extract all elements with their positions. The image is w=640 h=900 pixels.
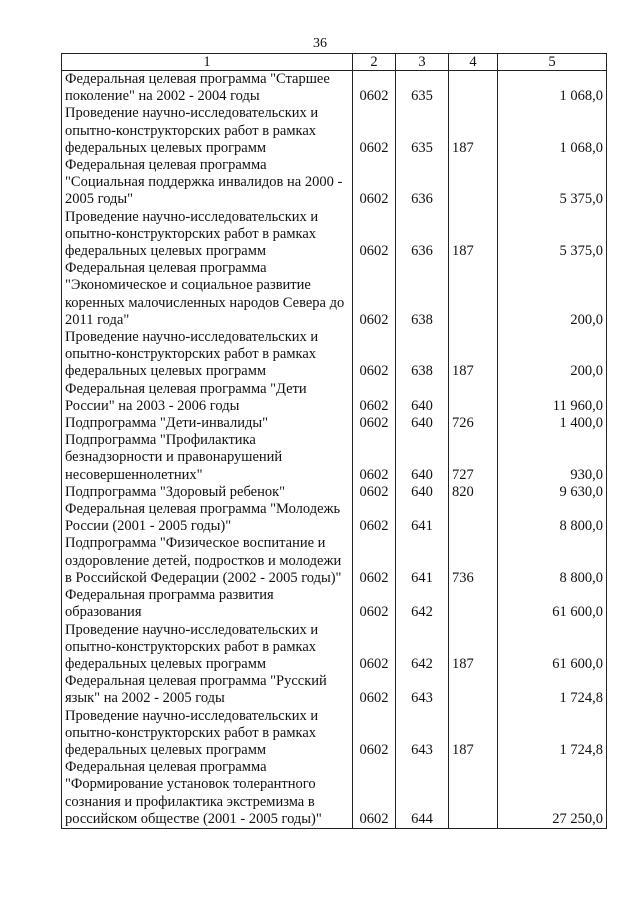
- program-name: Федеральная целевая программа "Молодежь России (2001 - 2005 годы)": [62, 501, 353, 535]
- expense-type-code: [449, 71, 498, 106]
- table-row: [62, 673, 607, 707]
- section-code: 0602: [353, 71, 396, 106]
- amount-value: 9 630,0: [498, 484, 607, 501]
- section-code: 0602: [353, 157, 396, 209]
- expense-type-code: 187: [449, 329, 498, 381]
- program-name: Проведение научно-исследовательских и опытно-конструкторских работ в рамках федеральных целевых программ: [62, 105, 353, 157]
- program-name: Подпрограмма "Дети-инвалиды": [62, 415, 353, 432]
- section-code: 0602: [353, 432, 396, 484]
- expense-type-code: [449, 260, 498, 329]
- table-row: [62, 157, 607, 209]
- program-name: Проведение научно-исследовательских и опытно-конструкторских работ в рамках федеральных целевых программ: [62, 209, 353, 261]
- amount-value: 1 724,8: [498, 673, 607, 707]
- program-name: Проведение научно-исследовательских и опытно-конструкторских работ в рамках федеральных целевых программ: [62, 622, 353, 674]
- table-row: [62, 260, 607, 329]
- amount-value: 8 800,0: [498, 535, 607, 587]
- section-code: 0602: [353, 381, 396, 415]
- program-name: Подпрограмма "Профилактика безнадзорности и правонарушений несовершеннолетних": [62, 432, 353, 484]
- article-code: 640: [396, 381, 449, 415]
- amount-value: 930,0: [498, 432, 607, 484]
- header-col-3: 3: [396, 54, 449, 71]
- table-row: [62, 484, 607, 501]
- expense-type-code: 820: [449, 484, 498, 501]
- article-code: 636: [396, 157, 449, 209]
- section-code: 0602: [353, 759, 396, 828]
- table-row: [62, 501, 607, 535]
- program-name: Подпрограмма "Физическое воспитание и оздоровление детей, подростков и молодежи в Российской Федерации (2002 - 2005 годы)": [62, 535, 353, 587]
- section-code: 0602: [353, 209, 396, 261]
- section-code: 0602: [353, 587, 396, 621]
- expense-type-code: 726: [449, 415, 498, 432]
- expense-type-code: 187: [449, 708, 498, 760]
- article-code: 642: [396, 587, 449, 621]
- program-name: Федеральная целевая программа "Социальная поддержка инвалидов на 2000 - 2005 годы": [62, 157, 353, 209]
- table-header: [62, 54, 607, 71]
- table-row: [62, 71, 607, 106]
- section-code: 0602: [353, 484, 396, 501]
- article-code: 642: [396, 622, 449, 674]
- section-code: 0602: [353, 329, 396, 381]
- section-code: 0602: [353, 260, 396, 329]
- table-row: [62, 622, 607, 674]
- expense-type-code: [449, 381, 498, 415]
- article-code: 643: [396, 673, 449, 707]
- amount-value: 8 800,0: [498, 501, 607, 535]
- header-col-4: 4: [449, 54, 498, 71]
- table-row: [62, 329, 607, 381]
- table-body: [62, 71, 607, 829]
- article-code: 640: [396, 432, 449, 484]
- program-name: Федеральная целевая программа "Старшее поколение" на 2002 - 2004 годы: [62, 71, 353, 106]
- header-col-1: 1: [62, 54, 353, 71]
- expense-type-code: [449, 759, 498, 828]
- expense-type-code: 187: [449, 209, 498, 261]
- amount-value: 1 068,0: [498, 71, 607, 106]
- section-code: 0602: [353, 415, 396, 432]
- table-row: [62, 105, 607, 157]
- expense-type-code: 727: [449, 432, 498, 484]
- article-code: 643: [396, 708, 449, 760]
- page-number: 36: [313, 36, 327, 51]
- article-code: 641: [396, 535, 449, 587]
- program-name: Федеральная целевая программа "Русский язык" на 2002 - 2005 годы: [62, 673, 353, 707]
- article-code: 635: [396, 71, 449, 106]
- table-row: [62, 759, 607, 828]
- section-code: 0602: [353, 105, 396, 157]
- table-row: [62, 432, 607, 484]
- program-name: Проведение научно-исследовательских и опытно-конструкторских работ в рамках федеральных целевых программ: [62, 708, 353, 760]
- amount-value: 1 068,0: [498, 105, 607, 157]
- amount-value: 1 400,0: [498, 415, 607, 432]
- program-name: Федеральная целевая программа "Дети России" на 2003 - 2006 годы: [62, 381, 353, 415]
- table-row: [62, 535, 607, 587]
- article-code: 644: [396, 759, 449, 828]
- section-code: 0602: [353, 535, 396, 587]
- expense-type-code: 736: [449, 535, 498, 587]
- expense-type-code: [449, 673, 498, 707]
- amount-value: 5 375,0: [498, 157, 607, 209]
- section-code: 0602: [353, 622, 396, 674]
- program-name: Федеральная программа развития образования: [62, 587, 353, 621]
- amount-value: 61 600,0: [498, 622, 607, 674]
- article-code: 638: [396, 260, 449, 329]
- article-code: 638: [396, 329, 449, 381]
- program-name: Федеральная целевая программа "Экономическое и социальное развитие коренных малочисленных народов Севера до 2011 года": [62, 260, 353, 329]
- amount-value: 1 724,8: [498, 708, 607, 760]
- header-col-2: 2: [353, 54, 396, 71]
- amount-value: 61 600,0: [498, 587, 607, 621]
- expense-type-code: 187: [449, 105, 498, 157]
- program-name: Федеральная целевая программа "Формирование установок толерантного сознания и профилактика экстремизма в российском обществе (2001 - 2005 годы)": [62, 759, 353, 828]
- article-code: 636: [396, 209, 449, 261]
- header-row: [62, 54, 607, 71]
- table-row: [62, 708, 607, 760]
- article-code: 640: [396, 484, 449, 501]
- expense-type-code: 187: [449, 622, 498, 674]
- expense-type-code: [449, 157, 498, 209]
- article-code: 635: [396, 105, 449, 157]
- table-row: [62, 209, 607, 261]
- table-row: [62, 381, 607, 415]
- amount-value: 11 960,0: [498, 381, 607, 415]
- section-code: 0602: [353, 673, 396, 707]
- amount-value: 5 375,0: [498, 209, 607, 261]
- expense-type-code: [449, 587, 498, 621]
- header-col-5: 5: [498, 54, 607, 71]
- program-name: Проведение научно-исследовательских и опытно-конструкторских работ в рамках федеральных целевых программ: [62, 329, 353, 381]
- article-code: 640: [396, 415, 449, 432]
- table-row: [62, 415, 607, 432]
- amount-value: 27 250,0: [498, 759, 607, 828]
- budget-table: [61, 53, 607, 829]
- table-row: [62, 587, 607, 621]
- amount-value: 200,0: [498, 260, 607, 329]
- program-name: Подпрограмма "Здоровый ребенок": [62, 484, 353, 501]
- article-code: 641: [396, 501, 449, 535]
- section-code: 0602: [353, 708, 396, 760]
- section-code: 0602: [353, 501, 396, 535]
- amount-value: 200,0: [498, 329, 607, 381]
- expense-type-code: [449, 501, 498, 535]
